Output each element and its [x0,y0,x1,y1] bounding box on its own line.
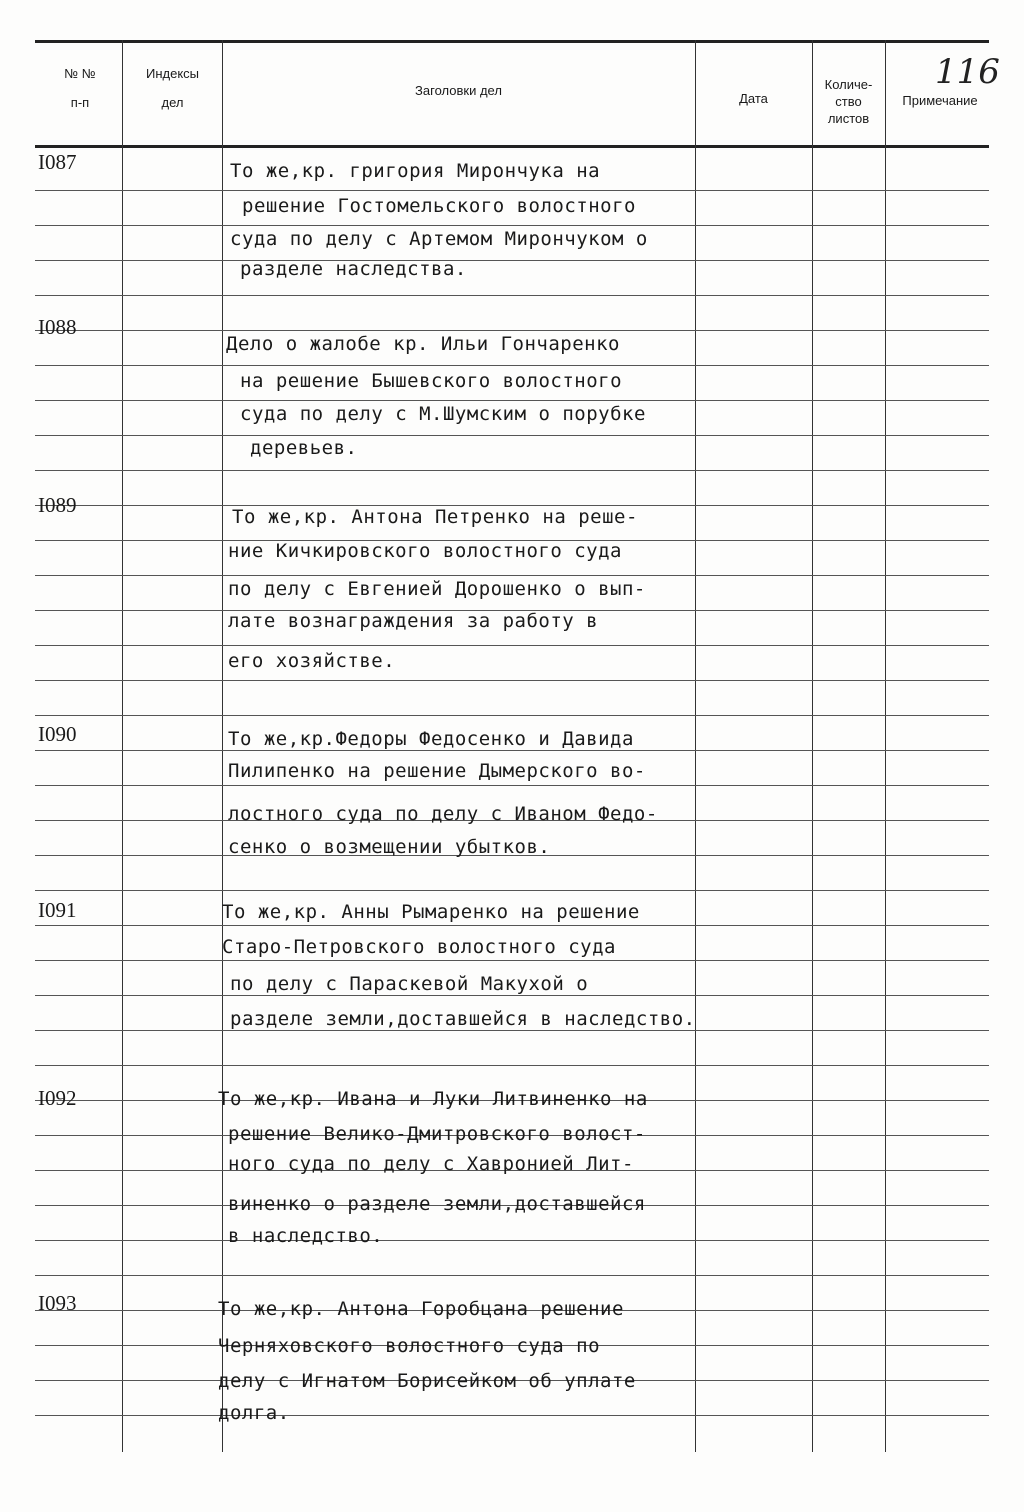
case-title-line: лостного суда по делу с Иваном Федо- [228,803,658,825]
case-title-line: Пилипенко на решение Дымерского во- [228,760,646,782]
case-title-line: То же,кр. Ивана и Луки Литвиненко на [218,1088,648,1110]
ruled-line [35,575,989,576]
case-title-line: разделе наследства. [240,258,467,280]
ruled-line [35,1415,989,1416]
case-title-line: по делу с Параскевой Макухой о [230,973,589,995]
case-number: I088 [38,315,77,339]
case-title-line: суда по делу с Артемом Мирончуком о [230,228,648,250]
ruled-line [35,295,989,296]
ruled-line [35,785,989,786]
case-title-line: Дело о жалобе кр. Ильи Гончаренко [226,333,620,355]
header-date: Дата [739,91,768,106]
ruled-line [35,225,989,226]
case-number: I090 [38,722,77,746]
case-title-line: То же,кр.Федоры Федосенко и Давида [228,728,634,750]
case-number: I091 [38,898,77,922]
case-title-line: лате вознаграждения за работу в [228,610,599,632]
top-rule [35,40,989,43]
case-title-line: То же,кр. Антона Горобцана решение [218,1298,624,1320]
ruled-line [35,645,989,646]
ruled-line [35,1275,989,1276]
ruled-line [35,960,989,961]
case-title-line: То же,кр. Антона Петренко на реше- [232,506,638,528]
case-title-line: в наследство. [228,1225,384,1247]
case-title-line: деревьев. [250,437,358,459]
case-title-line: делу с Игнатом Борисейком об уплате [218,1370,636,1392]
ruled-line [35,400,989,401]
ruled-line [35,1030,989,1031]
case-number: I092 [38,1086,77,1110]
ruled-line [35,435,989,436]
ruled-line [35,715,989,716]
case-title-line: То же,кр. григория Мирончука на [230,160,601,182]
case-title-line: ние Кичкировского волостного суда [228,540,622,562]
ruled-line [35,890,989,891]
case-title-line: решение Гостомельского волостного [242,195,636,217]
ruled-line [35,330,989,331]
case-title-line: суда по делу с М.Шумским о порубке [240,403,646,425]
ruled-line [35,190,989,191]
header-rule [35,145,989,148]
ruled-line [35,365,989,366]
ruled-line [35,260,989,261]
case-title-line: Черняховского волостного суда по [218,1335,601,1357]
header-number: № № п-п [64,66,96,110]
case-title-line: на решение Бышевского волостного [240,370,623,392]
header-index: Индексы дел [145,66,199,110]
ruled-line [35,925,989,926]
case-number: I087 [38,150,77,174]
header-titles: Заголовки дел [415,83,502,98]
ruled-line [35,470,989,471]
case-title-line: по делу с Евгенией Дорошенко о вып- [228,578,646,600]
case-title-line: его хозяйстве. [228,650,396,672]
header-note: Примечание [902,93,978,108]
case-title-line: виненко о разделе земли,доставшейся [228,1193,646,1215]
case-title-line: решение Велико-Дмитровского волост- [228,1123,646,1145]
case-number: I089 [38,493,77,517]
case-title-line: То же,кр. Анны Рымаренко на решение [222,901,640,923]
ruled-line [35,750,989,751]
ruled-line [35,680,989,681]
page-number: 116 [935,52,1000,92]
header-count: Количе- ство листов [824,77,873,126]
ruled-line [35,995,989,996]
case-title-line: долга. [218,1402,290,1424]
ruled-line [35,1240,989,1241]
ruled-line [35,1065,989,1066]
case-title-line: разделе земли,доставшейся в наследство. [230,1008,696,1030]
case-title-line: ного суда по делу с Хавронией Лит- [228,1153,634,1175]
case-title-line: сенко о возмещении убытков. [228,836,551,858]
case-number: I093 [38,1291,77,1315]
case-title-line: Старо-Петровского волостного суда [222,936,616,958]
